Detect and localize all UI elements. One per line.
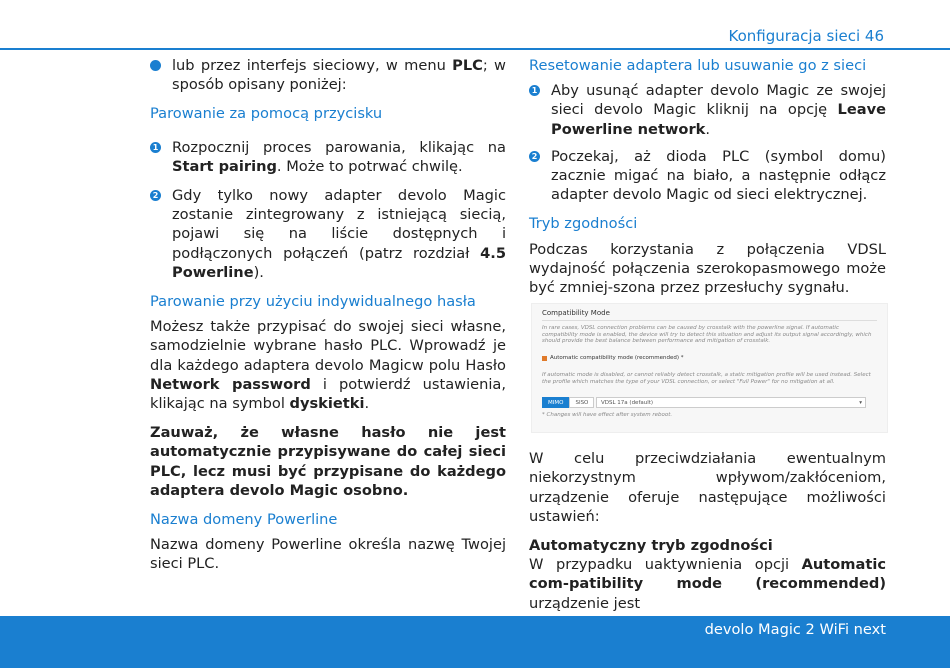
- divider: [542, 320, 877, 321]
- screenshot-description: In rare cases, VDSL connection problems can be caused by crosstalk with the powerline signal. If automatic compatibility mode is enabled, the device will try to detect this situation and adjust its output signal accordingly, which should provide the best balance between performance and mitigation of crosstalk.: [542, 325, 872, 345]
- section-heading-reset: Resetowanie adaptera lub usuwanie go z sieci: [529, 57, 867, 74]
- bullet-item: lub przez interfejs sieciowy, w menu PLC; w sposób opisany poniżej:: [150, 56, 506, 94]
- header-divider: [0, 48, 950, 50]
- mode-tabs: [542, 397, 594, 408]
- section-heading-domain-name: Nazwa domeny Powerline: [150, 511, 338, 529]
- section-heading-pairing-button: Parowanie za pomocą przycisku: [150, 105, 383, 123]
- page-footer: [0, 616, 950, 668]
- step-number-icon: 2: [150, 190, 161, 201]
- paragraph-password: Możesz także przypisać do swojej sieci własne, samodzielnie wybrane hasło PLC. Wprowadź je dla każdego adaptera devolo Magicw polu Hasło Network password i potwierdź ustawienia, klikając na symbol dyskietki.: [150, 318, 506, 413]
- step-number-icon: 2: [529, 151, 540, 162]
- section-heading-compatibility: Tryb zgodności: [529, 215, 638, 233]
- step-number-icon: 1: [150, 142, 161, 153]
- paragraph-compatibility: Podczas korzystania z połączenia VDSL wydajność połączenia szerokopasmowego może być zmniej-szona przez przesłuchy sygnału.: [529, 240, 886, 297]
- step-2: 2 Gdy tylko nowy adapter devolo Magic zostanie zintegrowany z istniejącą siecią, pojawi się na liście dostępnych i podłączonych połączeń (patrz rozdział 4.5 Powerline).: [150, 186, 506, 282]
- paragraph-domain-name: Nazwa domeny Powerline określa nazwę Twojej sieci PLC.: [150, 536, 506, 573]
- checkbox-label: Automatic compatibility mode (recommended) *: [550, 355, 684, 362]
- section-heading-individual-password: Parowanie przy użyciu indywidualnego hasła: [150, 293, 476, 311]
- left-column: [150, 56, 506, 574]
- tab-mimo[interactable]: MIMO: [542, 397, 569, 408]
- note-paragraph: Zauważ, że własne hasło nie jest automatycznie przypisywane do całej sieci PLC, lecz musi być przypisane do każdego adaptera devolo Magic osobno.: [150, 424, 506, 499]
- checkbox-icon[interactable]: [542, 356, 547, 361]
- screenshot-description-2: If automatic mode is disabled, or cannot reliably detect crosstalk, a static mitigation profile will be used instead. Select the profile which matches the type of your VDSL connection, or select "Full Power" for no mitigation at all.: [542, 372, 871, 385]
- paragraph-automatic-mode: W przypadku uaktywnienia opcji Automatic com-patibility mode (recommended) urządzenie jest: [529, 556, 886, 612]
- screenshot-title: Compatibility Mode: [542, 309, 610, 318]
- profile-select[interactable]: VDSL 17a (default) ▾: [596, 397, 866, 408]
- paragraph-settings: W celu przeciwdziałania ewentualnym niekorzystnym wpływom/zakłóceniom, urządzenie oferuje następujące możliwości ustawień:: [529, 450, 886, 525]
- chevron-down-icon: ▾: [859, 400, 862, 407]
- reset-step-1: 1 Aby usunąć adapter devolo Magic ze swojej sieci devolo Magic kliknij na opcję Leave Powerline network.: [529, 81, 886, 139]
- reset-step-2: 2 Poczekaj, aż dioda PLC (symbol domu) zacznie migać na biało, a następnie odłącz adapter devolo Magic od sieci elektrycznej.: [529, 147, 886, 205]
- page-title: Konfiguracja sieci 46: [728, 27, 884, 45]
- compatibility-mode-screenshot: [531, 303, 888, 433]
- subheading-automatic-mode: Automatyczny tryb zgodności: [529, 537, 773, 555]
- step-number-icon: 1: [529, 85, 540, 96]
- step-1: 1 Rozpocznij proces parowania, klikając na Start pairing. Może to potrwać chwilę.: [150, 138, 506, 176]
- right-column: [529, 56, 886, 613]
- footer-product-name: devolo Magic 2 WiFi next: [704, 621, 886, 638]
- screenshot-footnote: * Changes will have effect after system reboot.: [542, 412, 673, 419]
- tab-siso[interactable]: SISO: [569, 397, 594, 408]
- bullet-dot-icon: [150, 60, 161, 71]
